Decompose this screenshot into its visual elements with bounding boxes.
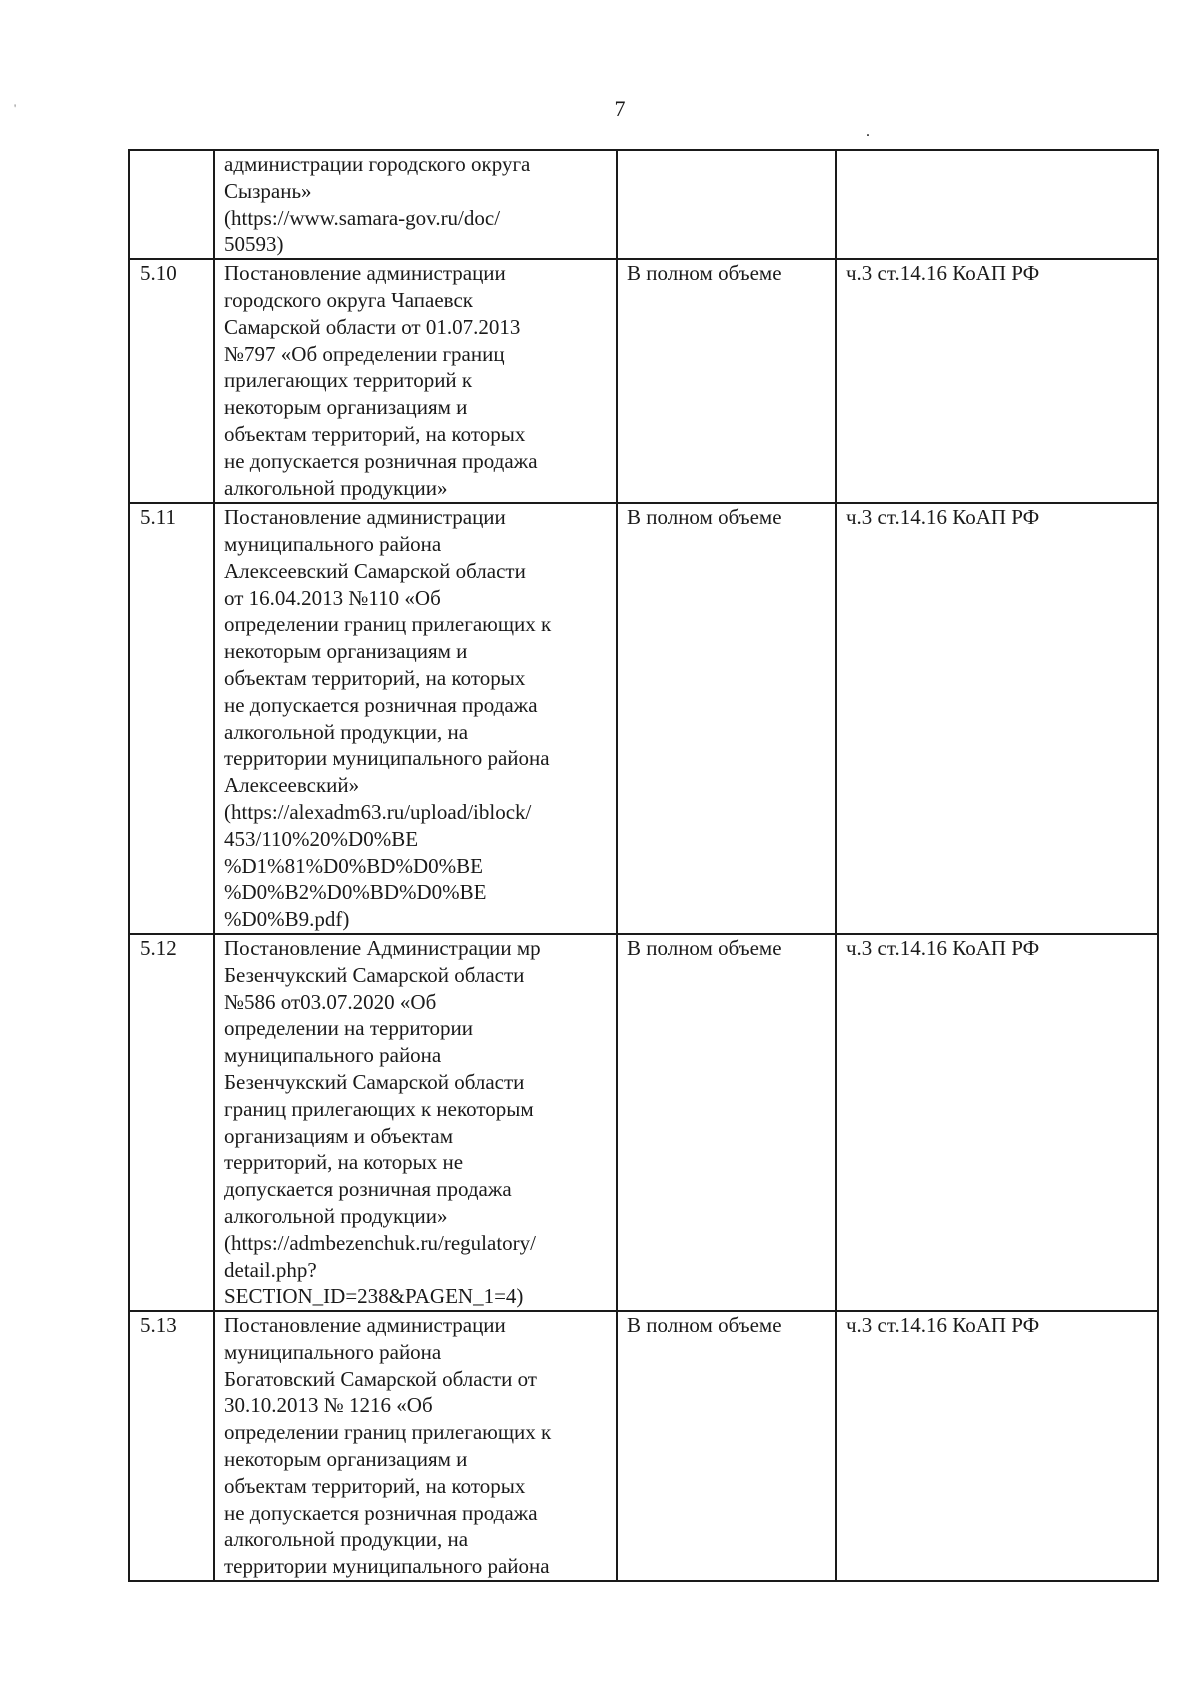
document-line: Постановление администрации (224, 261, 506, 286)
document-line: объектам территорий, на которых (224, 665, 526, 690)
document-line: Алексеевский Самарской области (224, 558, 526, 583)
document-line: территории муниципального района (224, 746, 550, 771)
document-line: городского округа Чапаевск (224, 287, 473, 312)
table-row (129, 934, 1158, 1311)
document-line: алкогольной продукции» (224, 475, 448, 500)
document-line: Постановление Администрации мр (224, 935, 541, 960)
liability-cell: ч.3 ст.14.16 КоАП РФ (836, 503, 1158, 934)
liability-cell (836, 150, 1158, 259)
document-cell (214, 150, 617, 259)
document-line: допускается розничная продажа (224, 1177, 512, 1202)
document-line: муниципального района (224, 1043, 442, 1068)
document-line: организациям и объектам (224, 1123, 454, 1148)
document-line: Постановление администрации (224, 1313, 506, 1338)
document-line: некоторым организациям и (224, 1447, 468, 1472)
scope-cell (617, 150, 836, 259)
document-line: Безенчукский Самарской области (224, 1069, 525, 1094)
document-line: муниципального района (224, 531, 442, 556)
document-line: определении границ прилегающих к (224, 612, 552, 637)
document-line: территории муниципального района (224, 1554, 550, 1579)
document-line: 50593) (224, 232, 284, 257)
scope-cell: В полном объеме (617, 1311, 836, 1581)
document-line: (https://admbezenchuk.ru/regulatory/ (224, 1230, 536, 1255)
document-line: Постановление администрации (224, 505, 506, 530)
scope-cell: В полном объеме (617, 259, 836, 503)
row-number-cell: 5.10 (129, 259, 214, 503)
document-line: 30.10.2013 № 1216 «Об (224, 1393, 433, 1418)
document-line: алкогольной продукции, на (224, 1527, 469, 1552)
document-line: объектам территорий, на которых (224, 421, 526, 446)
table-row (129, 259, 1158, 503)
document-line: территорий, на которых не (224, 1150, 464, 1175)
document-line: от 16.04.2013 №110 «Об (224, 585, 441, 610)
document-line: муниципального района (224, 1339, 442, 1364)
document-line: Богатовский Самарской области от (224, 1366, 537, 1391)
scan-artifact-dot: . (866, 123, 870, 140)
document-line: (https://www.samara-gov.ru/doc/ (224, 205, 501, 230)
document-line: (https://alexadm63.ru/upload/iblock/ (224, 799, 532, 824)
page-number: 7 (614, 96, 626, 121)
document-line: Алексеевский» (224, 773, 360, 798)
document-line: detail.php? (224, 1257, 317, 1282)
liability-cell: ч.3 ст.14.16 КоАП РФ (836, 934, 1158, 1311)
document-line: объектам территорий, на которых (224, 1473, 526, 1498)
row-number-cell (129, 150, 214, 259)
document-line: Безенчукский Самарской области (224, 962, 525, 987)
document-line: не допускается розничная продажа (224, 448, 538, 473)
document-line: определении границ прилегающих к (224, 1420, 552, 1445)
document-line: алкогольной продукции, на (224, 719, 469, 744)
document-line: администрации городского округа (224, 152, 531, 176)
document-line: SECTION_ID=238&PAGEN_1=4) (224, 1284, 524, 1309)
scan-artifact-mark: ' (14, 101, 17, 115)
regulations-table (128, 149, 1159, 1582)
document-cell (214, 1311, 617, 1581)
document-line: алкогольной продукции» (224, 1203, 448, 1228)
table-row (129, 1311, 1158, 1581)
table-row (129, 503, 1158, 934)
table-row (129, 150, 1158, 259)
document-line: %D0%B9.pdf) (224, 907, 350, 932)
regulations-table-body (129, 150, 1158, 1581)
document-line: №797 «Об определении границ (224, 341, 505, 366)
liability-cell: ч.3 ст.14.16 КоАП РФ (836, 1311, 1158, 1581)
document-line: Самарской области от 01.07.2013 (224, 314, 521, 339)
document-line: Сызрань» (224, 178, 312, 203)
document-line: некоторым организациям и (224, 639, 468, 664)
document-line: границ прилегающих к некоторым (224, 1096, 534, 1121)
row-number-cell: 5.12 (129, 934, 214, 1311)
document-line: №586 от03.07.2020 «Об (224, 989, 437, 1014)
liability-cell: ч.3 ст.14.16 КоАП РФ (836, 259, 1158, 503)
scope-cell: В полном объеме (617, 934, 836, 1311)
document-cell (214, 934, 617, 1311)
document-line: определении на территории (224, 1016, 473, 1041)
document-line: не допускается розничная продажа (224, 1500, 538, 1525)
row-number-cell: 5.13 (129, 1311, 214, 1581)
document-line: %D1%81%D0%BD%D0%BE (224, 853, 483, 878)
document-line: не допускается розничная продажа (224, 692, 538, 717)
document-line: прилегающих территорий к (224, 368, 473, 393)
document-cell (214, 259, 617, 503)
document-line: некоторым организациям и (224, 395, 468, 420)
document-cell (214, 503, 617, 934)
row-number-cell: 5.11 (129, 503, 214, 934)
document-line: 453/110%20%D0%BE (224, 826, 419, 851)
scope-cell: В полном объеме (617, 503, 836, 934)
document-line: %D0%B2%D0%BD%D0%BE (224, 880, 487, 905)
